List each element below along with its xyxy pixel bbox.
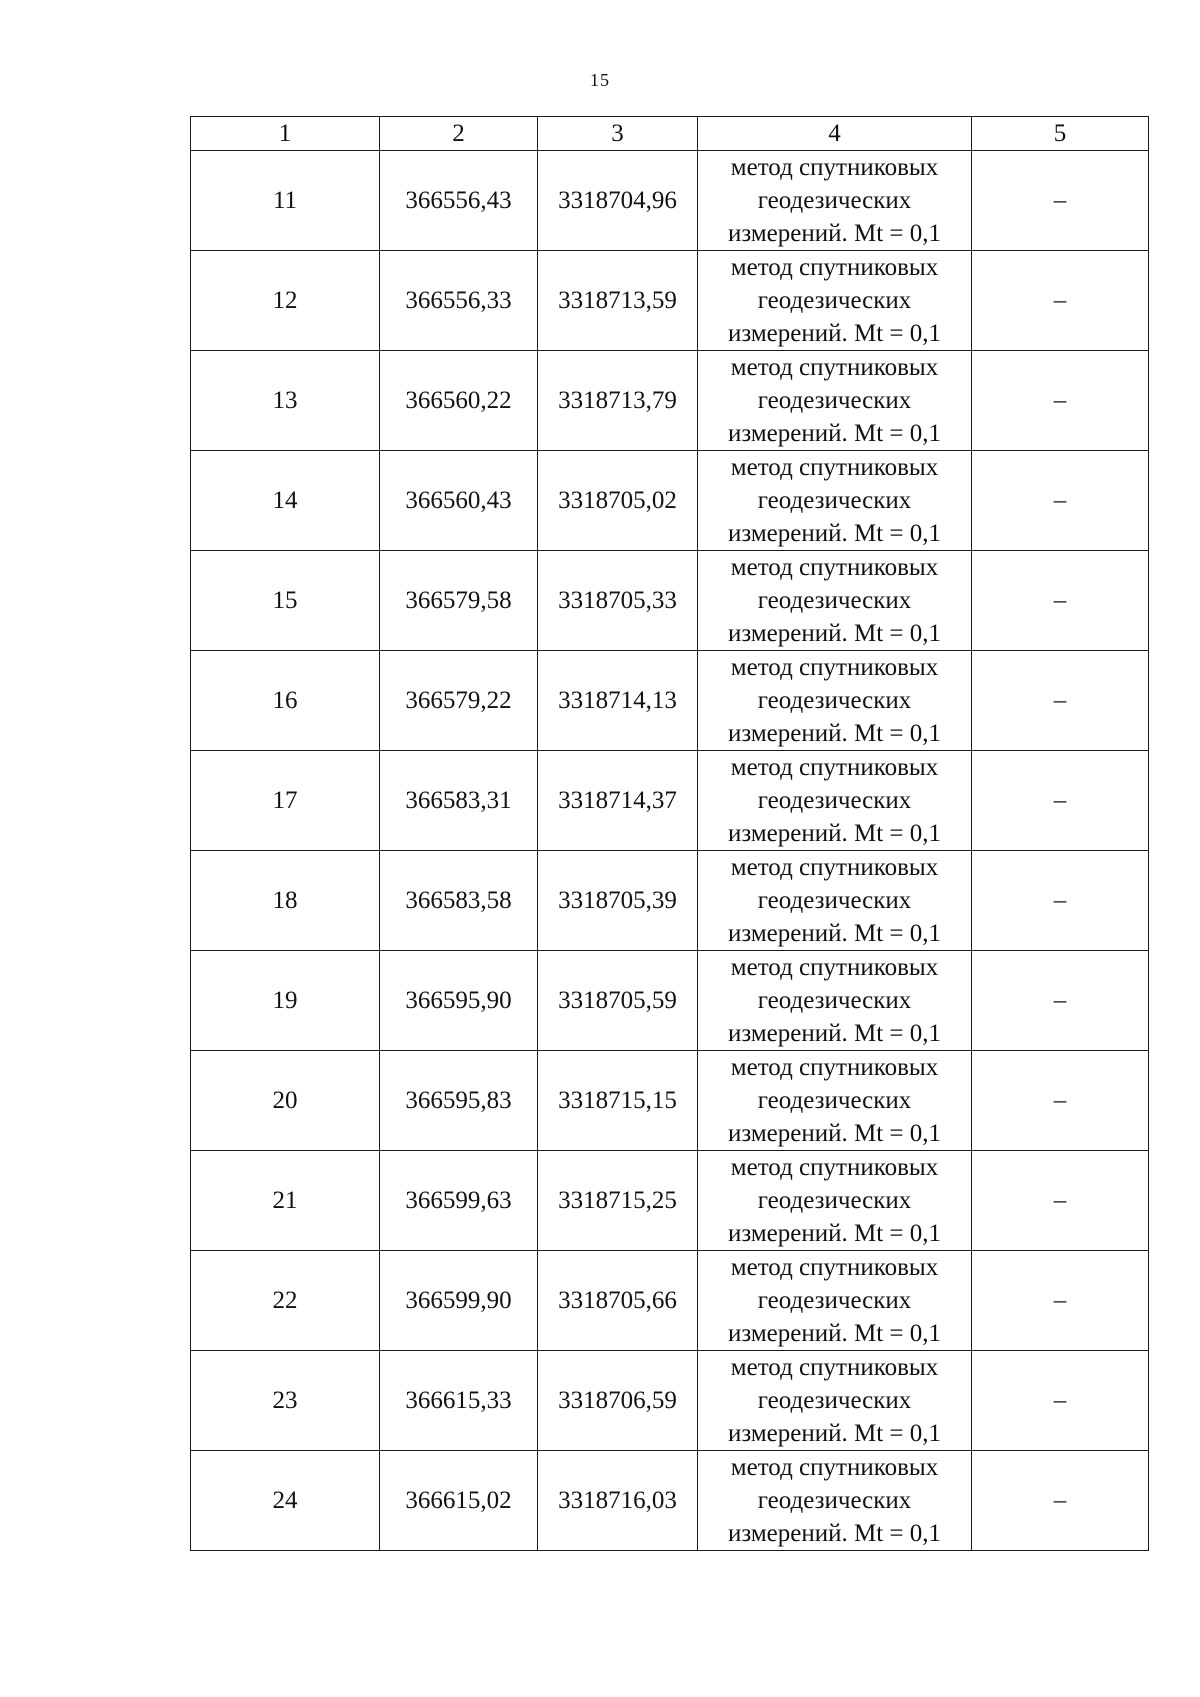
table-row <box>191 1051 1149 1151</box>
cell-point-number: 21 <box>191 1151 380 1251</box>
cell-note: – <box>972 751 1149 851</box>
cell-method <box>698 751 972 851</box>
cell-point-number: 22 <box>191 1251 380 1351</box>
table-row <box>191 1351 1149 1451</box>
method-line: геодезических <box>757 1487 912 1514</box>
method-line: метод спутниковых <box>730 1454 939 1481</box>
cell-coordinate-y: 3318716,03 <box>538 1451 698 1551</box>
table-body <box>191 151 1149 1551</box>
cell-method <box>698 951 972 1051</box>
header-col-5: 5 <box>972 117 1149 151</box>
method-line: метод спутниковых <box>730 854 939 881</box>
cell-coordinate-x: 366599,90 <box>380 1251 538 1351</box>
method-line: метод спутниковых <box>730 654 939 681</box>
method-line: геодезических <box>757 687 912 714</box>
cell-coordinate-x: 366599,63 <box>380 1151 538 1251</box>
cell-coordinate-x: 366595,90 <box>380 951 538 1051</box>
cell-coordinate-y: 3318713,79 <box>538 351 698 451</box>
cell-point-number: 15 <box>191 551 380 651</box>
cell-point-number: 13 <box>191 351 380 451</box>
method-line: геодезических <box>757 1287 912 1314</box>
method-line: измерений. Mt = 0,1 <box>727 320 942 347</box>
cell-method <box>698 551 972 651</box>
header-row <box>191 117 1149 151</box>
cell-method <box>698 1451 972 1551</box>
page-number: 15 <box>590 70 610 90</box>
method-line: измерений. Mt = 0,1 <box>727 1220 942 1247</box>
method-line: метод спутниковых <box>730 554 939 581</box>
cell-point-number: 16 <box>191 651 380 751</box>
method-line: геодезических <box>757 1187 912 1214</box>
cell-coordinate-y: 3318715,15 <box>538 1051 698 1151</box>
table-row <box>191 251 1149 351</box>
cell-method <box>698 1151 972 1251</box>
header-col-4: 4 <box>698 117 972 151</box>
table-row <box>191 951 1149 1051</box>
cell-coordinate-y: 3318705,59 <box>538 951 698 1051</box>
method-line: измерений. Mt = 0,1 <box>727 1420 942 1447</box>
cell-coordinate-x: 366556,43 <box>380 151 538 251</box>
cell-coordinate-x: 366560,43 <box>380 451 538 551</box>
table-row <box>191 1451 1149 1551</box>
cell-coordinate-x: 366583,58 <box>380 851 538 951</box>
cell-coordinate-y: 3318706,59 <box>538 1351 698 1451</box>
method-line: измерений. Mt = 0,1 <box>727 420 942 447</box>
cell-coordinate-x: 366583,31 <box>380 751 538 851</box>
cell-point-number: 20 <box>191 1051 380 1151</box>
method-line: геодезических <box>757 1387 912 1414</box>
cell-note: – <box>972 1451 1149 1551</box>
method-line: измерений. Mt = 0,1 <box>727 720 942 747</box>
method-line: геодезических <box>757 487 912 514</box>
header-col-1: 1 <box>191 117 380 151</box>
cell-method <box>698 1351 972 1451</box>
cell-coordinate-y: 3318705,33 <box>538 551 698 651</box>
cell-point-number: 18 <box>191 851 380 951</box>
cell-point-number: 12 <box>191 251 380 351</box>
cell-point-number: 14 <box>191 451 380 551</box>
method-line: геодезических <box>757 1087 912 1114</box>
method-line: метод спутниковых <box>730 1154 939 1181</box>
method-line: измерений. Mt = 0,1 <box>727 1120 942 1147</box>
cell-coordinate-x: 366595,83 <box>380 1051 538 1151</box>
method-line: метод спутниковых <box>730 354 939 381</box>
cell-note: – <box>972 1151 1149 1251</box>
cell-coordinate-x: 366560,22 <box>380 351 538 451</box>
cell-coordinate-y: 3318704,96 <box>538 151 698 251</box>
cell-coordinate-x: 366579,22 <box>380 651 538 751</box>
method-line: измерений. Mt = 0,1 <box>727 1020 942 1047</box>
table-row <box>191 751 1149 851</box>
method-line: геодезических <box>757 187 912 214</box>
cell-coordinate-y: 3318705,66 <box>538 1251 698 1351</box>
method-line: геодезических <box>757 387 912 414</box>
method-line: метод спутниковых <box>730 1354 939 1381</box>
cell-method <box>698 351 972 451</box>
method-line: измерений. Mt = 0,1 <box>727 520 942 547</box>
table-header <box>191 117 1149 151</box>
cell-note: – <box>972 1051 1149 1151</box>
method-line: метод спутниковых <box>730 754 939 781</box>
coordinates-table <box>190 116 1149 1551</box>
table-row <box>191 1251 1149 1351</box>
header-col-2: 2 <box>380 117 538 151</box>
method-line: измерений. Mt = 0,1 <box>727 620 942 647</box>
cell-note: – <box>972 1351 1149 1451</box>
method-line: измерений. Mt = 0,1 <box>727 1320 942 1347</box>
table-row <box>191 851 1149 951</box>
table-row <box>191 351 1149 451</box>
table-row <box>191 451 1149 551</box>
cell-coordinate-x: 366579,58 <box>380 551 538 651</box>
cell-note: – <box>972 251 1149 351</box>
cell-point-number: 24 <box>191 1451 380 1551</box>
table-row <box>191 651 1149 751</box>
cell-point-number: 23 <box>191 1351 380 1451</box>
cell-note: – <box>972 651 1149 751</box>
cell-note: – <box>972 551 1149 651</box>
cell-method <box>698 1051 972 1151</box>
cell-coordinate-y: 3318714,37 <box>538 751 698 851</box>
table-row <box>191 551 1149 651</box>
method-line: геодезических <box>757 887 912 914</box>
cell-method <box>698 451 972 551</box>
cell-method <box>698 151 972 251</box>
cell-method <box>698 1251 972 1351</box>
cell-note: – <box>972 1251 1149 1351</box>
cell-coordinate-y: 3318705,02 <box>538 451 698 551</box>
cell-method <box>698 651 972 751</box>
cell-coordinate-y: 3318714,13 <box>538 651 698 751</box>
method-line: метод спутниковых <box>730 1054 939 1081</box>
cell-note: – <box>972 151 1149 251</box>
cell-note: – <box>972 451 1149 551</box>
method-line: измерений. Mt = 0,1 <box>727 220 942 247</box>
cell-point-number: 11 <box>191 151 380 251</box>
table-row <box>191 1151 1149 1251</box>
method-line: геодезических <box>757 287 912 314</box>
method-line: метод спутниковых <box>730 254 939 281</box>
cell-coordinate-y: 3318715,25 <box>538 1151 698 1251</box>
cell-method <box>698 251 972 351</box>
method-line: измерений. Mt = 0,1 <box>727 920 942 947</box>
method-line: геодезических <box>757 787 912 814</box>
cell-point-number: 17 <box>191 751 380 851</box>
method-line: метод спутниковых <box>730 154 939 181</box>
method-line: геодезических <box>757 587 912 614</box>
cell-coordinate-x: 366556,33 <box>380 251 538 351</box>
method-line: метод спутниковых <box>730 1254 939 1281</box>
cell-method <box>698 851 972 951</box>
cell-coordinate-y: 3318713,59 <box>538 251 698 351</box>
method-line: метод спутниковых <box>730 954 939 981</box>
method-line: метод спутниковых <box>730 454 939 481</box>
table-row <box>191 151 1149 251</box>
header-col-3: 3 <box>538 117 698 151</box>
method-line: измерений. Mt = 0,1 <box>727 820 942 847</box>
method-line: геодезических <box>757 987 912 1014</box>
cell-note: – <box>972 951 1149 1051</box>
cell-note: – <box>972 851 1149 951</box>
cell-note: – <box>972 351 1149 451</box>
cell-coordinate-y: 3318705,39 <box>538 851 698 951</box>
cell-coordinate-x: 366615,02 <box>380 1451 538 1551</box>
method-line: измерений. Mt = 0,1 <box>727 1520 942 1547</box>
cell-coordinate-x: 366615,33 <box>380 1351 538 1451</box>
cell-point-number: 19 <box>191 951 380 1051</box>
